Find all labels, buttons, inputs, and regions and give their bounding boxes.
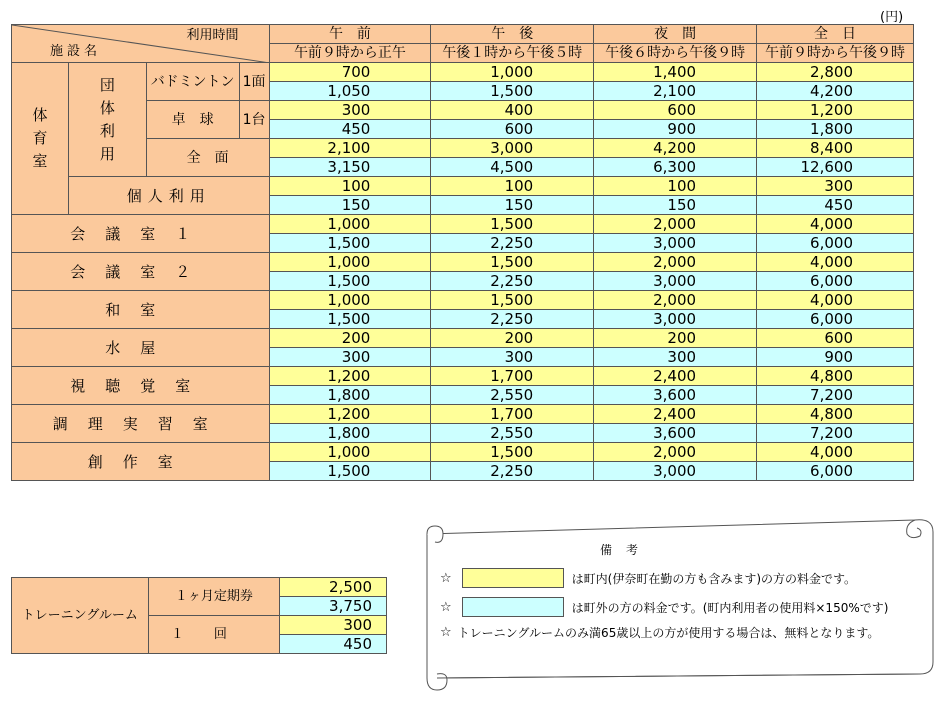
fee-cell: 1,500 [431, 82, 594, 101]
fee-cell: 3,150 [269, 158, 431, 177]
fee-cell: 6,000 [757, 310, 914, 329]
tabletennis-unit: 1台 [239, 101, 269, 139]
badminton-unit: 1面 [239, 63, 269, 101]
unit-label: (円) [880, 10, 904, 25]
fee-cell: 400 [431, 101, 594, 120]
header-facility-label: 施設名 [50, 44, 102, 59]
fee-cell: 3,000 [594, 234, 757, 253]
header-allday-time: 午前９時から午後９時 [757, 44, 914, 63]
fee-cell: 1,700 [431, 405, 594, 424]
fee-cell: 1,700 [431, 367, 594, 386]
fee-cell: 4,800 [757, 405, 914, 424]
fee-cell: 4,000 [757, 443, 914, 462]
room-label: 水屋 [12, 329, 270, 367]
header-night-time: 午後６時から午後９時 [594, 44, 757, 63]
fee-cell: 300 [269, 101, 431, 120]
fee-cell: 1,000 [269, 253, 431, 272]
room-label: 調理実習室 [12, 405, 270, 443]
header-night: 夜 間 [594, 25, 757, 44]
fee-cell: 3,000 [594, 462, 757, 481]
fee-cell: 150 [269, 196, 431, 215]
fee-cell: 2,100 [594, 82, 757, 101]
fee-cell: 600 [757, 329, 914, 348]
training-table [11, 577, 387, 654]
fee-table [11, 24, 914, 481]
header-pm: 午 後 [431, 25, 594, 44]
legend-row-resident [440, 568, 856, 588]
gym-label: 体育室 [12, 63, 69, 215]
fee-cell: 200 [594, 329, 757, 348]
header-am-time: 午前９時から正午 [269, 44, 431, 63]
star-icon: ☆ [440, 599, 452, 615]
fee-cell: 100 [269, 177, 431, 196]
fee-cell: 6,000 [757, 272, 914, 291]
room-label: 視聴覚室 [12, 367, 270, 405]
fee-cell: 4,200 [594, 139, 757, 158]
fee-cell: 100 [594, 177, 757, 196]
legend-title: 備考 [600, 543, 653, 557]
fee-cell: 1,200 [269, 405, 431, 424]
fee-cell: 2,000 [594, 253, 757, 272]
fee-cell: 2,400 [594, 405, 757, 424]
fee-cell: 2,250 [431, 310, 594, 329]
legend-line3: トレーニングルームのみ満65歳以上の方が使用する場合は、無料となります。 [457, 626, 880, 640]
fee-cell: 2,250 [431, 462, 594, 481]
resident-swatch [462, 568, 564, 588]
star-icon: ☆ [440, 625, 452, 640]
fee-cell: 4,800 [757, 367, 914, 386]
fee-cell: 450 [269, 120, 431, 139]
fee-cell: 150 [431, 196, 594, 215]
fee-cell: 1,500 [431, 291, 594, 310]
fee-cell: 3,600 [594, 424, 757, 443]
fee-cell: 450 [280, 635, 387, 654]
fee-cell: 1,050 [269, 82, 431, 101]
single-label: １回 [148, 616, 280, 654]
room-label: 創作室 [12, 443, 270, 481]
header-am: 午 前 [269, 25, 431, 44]
fee-cell: 2,550 [431, 386, 594, 405]
fee-cell: 300 [594, 348, 757, 367]
fee-cell: 300 [431, 348, 594, 367]
tabletennis-label: 卓 球 [146, 101, 239, 139]
fee-cell: 200 [431, 329, 594, 348]
fee-cell: 1,800 [757, 120, 914, 139]
fee-cell: 3,600 [594, 386, 757, 405]
fee-cell: 600 [431, 120, 594, 139]
fee-cell: 6,300 [594, 158, 757, 177]
star-icon: ☆ [440, 570, 452, 586]
fee-cell: 300 [757, 177, 914, 196]
fee-cell: 6,000 [757, 462, 914, 481]
legend-row-nonresident [440, 597, 888, 617]
training-label: トレーニングルーム [12, 578, 149, 654]
fee-cell: 1,500 [431, 253, 594, 272]
fee-cell: 7,200 [757, 386, 914, 405]
fee-cell: 1,400 [594, 63, 757, 82]
fee-cell: 2,400 [594, 367, 757, 386]
fee-cell: 700 [269, 63, 431, 82]
fee-cell: 2,250 [431, 272, 594, 291]
fee-cell: 2,800 [757, 63, 914, 82]
fee-cell: 900 [757, 348, 914, 367]
fee-cell: 4,000 [757, 215, 914, 234]
monthly-label: １ヶ月定期券 [148, 578, 280, 616]
fee-cell: 1,800 [269, 424, 431, 443]
fee-cell: 8,400 [757, 139, 914, 158]
fee-cell: 1,000 [269, 443, 431, 462]
nonresident-swatch [462, 597, 564, 617]
fee-cell: 2,000 [594, 291, 757, 310]
fee-cell: 2,000 [594, 443, 757, 462]
fee-cell: 1,500 [431, 215, 594, 234]
fee-cell: 1,500 [431, 443, 594, 462]
fee-cell: 1,000 [269, 291, 431, 310]
fee-cell: 2,000 [594, 215, 757, 234]
header-allday: 全 日 [757, 25, 914, 44]
fee-cell: 1,200 [269, 367, 431, 386]
fee-cell: 2,100 [269, 139, 431, 158]
fee-cell: 4,000 [757, 253, 914, 272]
room-label: 会議室１ [12, 215, 270, 253]
header-pm-time: 午後１時から午後５時 [431, 44, 594, 63]
header-corner [12, 25, 270, 63]
fee-cell: 1,500 [269, 272, 431, 291]
fee-cell: 100 [431, 177, 594, 196]
fee-cell: 7,200 [757, 424, 914, 443]
badminton-label: バドミントン [146, 63, 239, 101]
fee-cell: 3,000 [594, 310, 757, 329]
header-time-label: 利用時間 [186, 28, 239, 43]
fee-cell: 4,000 [757, 291, 914, 310]
fee-cell: 1,500 [269, 462, 431, 481]
fee-cell: 3,000 [594, 272, 757, 291]
legend-line2: は町外の方の料金です。(町内利用者の使用料×150%です) [571, 600, 889, 615]
fee-cell: 1,800 [269, 386, 431, 405]
fee-cell: 600 [594, 101, 757, 120]
fee-cell: 2,550 [431, 424, 594, 443]
fee-cell: 12,600 [757, 158, 914, 177]
individual-label: 個人利用 [68, 177, 269, 215]
legend-row-senior [440, 624, 879, 641]
gym-group-label: 団体利用 [68, 63, 146, 177]
fee-cell: 3,750 [280, 597, 387, 616]
fee-cell: 4,500 [431, 158, 594, 177]
fee-cell: 300 [269, 348, 431, 367]
fee-cell: 1,000 [269, 215, 431, 234]
fee-cell: 4,200 [757, 82, 914, 101]
whole-label: 全 面 [146, 139, 269, 177]
fee-cell: 450 [757, 196, 914, 215]
fee-cell: 1,500 [269, 234, 431, 253]
fee-cell: 1,000 [431, 63, 594, 82]
fee-cell: 300 [280, 616, 387, 635]
room-label: 会議室２ [12, 253, 270, 291]
fee-cell: 1,200 [757, 101, 914, 120]
fee-cell: 2,250 [431, 234, 594, 253]
fee-cell: 3,000 [431, 139, 594, 158]
fee-cell: 2,500 [280, 578, 387, 597]
room-label: 和室 [12, 291, 270, 329]
fee-cell: 900 [594, 120, 757, 139]
fee-cell: 200 [269, 329, 431, 348]
fee-cell: 6,000 [757, 234, 914, 253]
legend-line1: は町内(伊奈町在勤の方も含みます)の方の料金です。 [571, 571, 857, 586]
fee-cell: 1,500 [269, 310, 431, 329]
fee-cell: 150 [594, 196, 757, 215]
